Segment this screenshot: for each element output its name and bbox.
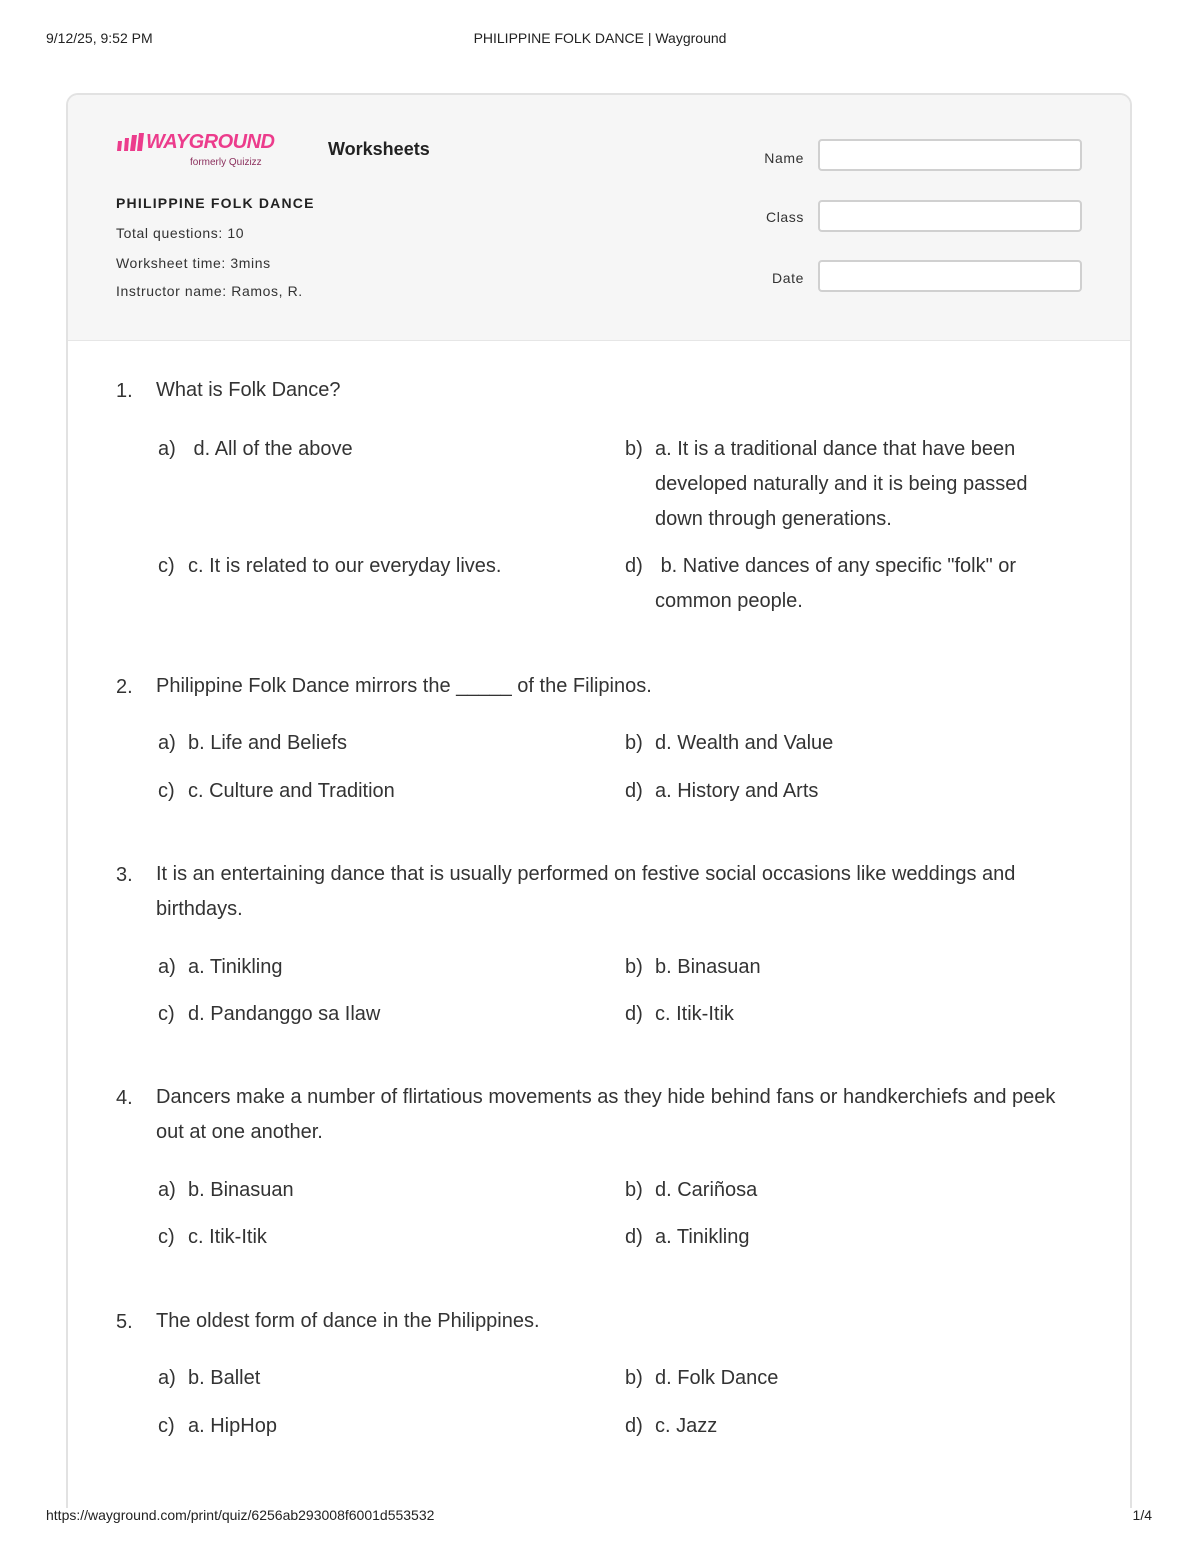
wayground-logo-icon: [116, 133, 144, 153]
page-number: 1/4: [1132, 1507, 1152, 1523]
question-number: 3.: [116, 864, 133, 886]
name-field[interactable]: [818, 139, 1082, 171]
option-text: b. Life and Beliefs: [188, 732, 347, 754]
instructor-name: Instructor name: Ramos, R.: [116, 283, 303, 299]
option-label: b): [625, 732, 643, 754]
section-label: Worksheets: [328, 139, 430, 159]
option-text: d. Pandanggo sa Ilaw: [188, 1003, 381, 1025]
print-url[interactable]: https://wayground.com/print/quiz/6256ab293008f6001d553532: [46, 1507, 435, 1523]
option-text: d. Cariñosa: [655, 1179, 758, 1201]
option-text: c. Culture and Tradition: [188, 780, 395, 802]
option-text: a. Tinikling: [655, 1226, 750, 1248]
worksheet-card: [66, 93, 1132, 1508]
name-label: Name: [764, 150, 804, 166]
option-label: a): [158, 438, 176, 460]
brand-name: WAYGROUND: [146, 131, 275, 153]
option-text: b. Binasuan: [655, 956, 761, 978]
question-number: 4.: [116, 1087, 133, 1109]
option-label: b): [625, 438, 643, 460]
question-text: It is an entertaining dance that is usually performed on festive social occasions like weddings and birthdays.: [156, 863, 1016, 920]
total-questions: Total questions: 10: [116, 225, 245, 241]
option-text: c. It is related to our everyday lives.: [188, 555, 502, 577]
option-label: d): [625, 555, 643, 577]
option-label: a): [158, 1367, 176, 1389]
date-field[interactable]: [818, 260, 1082, 292]
option-text: d. Wealth and Value: [655, 732, 834, 754]
option-text: d. All of the above: [188, 438, 353, 460]
option-text: b. Native dances of any specific "folk" or common people.: [655, 555, 1022, 612]
option-label: d): [625, 1003, 643, 1025]
question-number: 1.: [116, 380, 133, 402]
class-field[interactable]: [818, 200, 1082, 232]
option-label: d): [625, 1415, 643, 1437]
option-text: a. History and Arts: [655, 780, 819, 802]
print-footer: [0, 1507, 1200, 1527]
option-label: b): [625, 1367, 643, 1389]
option-text: b. Binasuan: [188, 1179, 294, 1201]
option-label: a): [158, 1179, 176, 1201]
question-number: 5.: [116, 1311, 133, 1333]
option-label: c): [158, 1415, 175, 1437]
date-label: Date: [772, 270, 804, 286]
worksheet-time: Worksheet time: 3mins: [116, 255, 271, 271]
option-label: b): [625, 1179, 643, 1201]
option-label: d): [625, 1226, 643, 1248]
option-text: c. Jazz: [655, 1415, 718, 1437]
worksheet-header: [68, 95, 1130, 341]
option-text: c. Itik-Itik: [655, 1003, 734, 1025]
question-text: Dancers make a number of flirtatious movements as they hide behind fans or handkerchiefs and peek out at one another.: [156, 1086, 1056, 1143]
option-label: c): [158, 555, 175, 577]
option-label: c): [158, 1003, 175, 1025]
option-label: b): [625, 956, 643, 978]
option-label: a): [158, 732, 176, 754]
brand-subtitle: formerly Quizizz: [190, 157, 262, 168]
option-label: d): [625, 780, 643, 802]
question-text: Philippine Folk Dance mirrors the _____ of the Filipinos.: [156, 675, 652, 697]
option-text: b. Ballet: [188, 1367, 261, 1389]
question-number: 2.: [116, 676, 133, 698]
option-text: a. HipHop: [188, 1415, 277, 1437]
option-text: c. Itik-Itik: [188, 1226, 267, 1248]
option-label: c): [158, 1226, 175, 1248]
question-text: The oldest form of dance in the Philippines.: [156, 1310, 540, 1332]
print-datetime: 9/12/25, 9:52 PM: [46, 30, 153, 46]
option-text: d. Folk Dance: [655, 1367, 779, 1389]
print-header: [0, 30, 1200, 50]
option-text: a. It is a traditional dance that have been developed naturally and it is being passed down through generations.: [655, 438, 1028, 530]
worksheet-title: PHILIPPINE FOLK DANCE: [116, 195, 315, 211]
option-text: a. Tinikling: [188, 956, 283, 978]
print-doc-title: PHILIPPINE FOLK DANCE | Wayground: [473, 30, 727, 46]
option-label: c): [158, 780, 175, 802]
option-label: a): [158, 956, 176, 978]
question-text: What is Folk Dance?: [156, 379, 341, 401]
class-label: Class: [765, 209, 804, 225]
